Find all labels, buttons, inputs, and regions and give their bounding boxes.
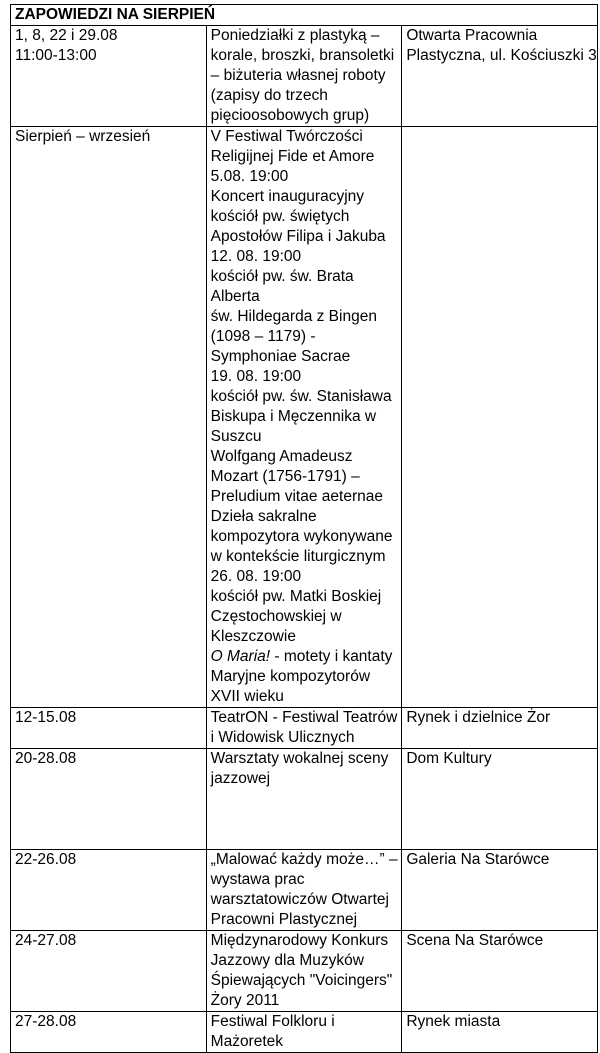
table-header-row [11,5,598,26]
concert-date: 19. 08. 19:00 [210,368,302,385]
event-location: Galeria Na Starówce [402,850,598,931]
concert-note: Dzieła sakralne kompozytora wykonywane w kontekście liturgicznym [210,508,393,565]
event-date: Sierpień – wrzesień [11,127,207,708]
event-description [206,127,402,708]
program-title-rest: - motety i kantaty Maryjne kompozytorów XVII wieku [210,648,393,705]
event-description: „Malować każdy może…” – wystawa prac warsztatowiczów Otwartej Pracowni Plastycznej [206,850,402,931]
events-table [10,4,598,1053]
event-date: 27-28.08 [11,1012,207,1053]
event-location: Otwarta Pracownia Plastyczna, ul. Kościuszki 3 [402,26,598,127]
event-date: 24-27.08 [11,931,207,1012]
concert-date: 5.08. 19:00 [210,168,289,185]
concert-program: Wolfgang Amadeusz Mozart (1756-1791) – Preludium vitae aeternae [210,448,383,505]
event-description: Festiwal Folkloru i Mażoretek [206,1012,402,1053]
event-date [11,26,207,127]
table-row [11,931,598,1012]
concert-title: Koncert inauguracyjny [210,188,365,205]
festival-title: V Festiwal Twórczości Religijnej Fide et Amore [210,128,375,165]
event-description: TeatrON - Festiwal Teatrów i Widowisk Ulicznych [206,708,402,749]
concert-date: 26. 08. 19:00 [210,568,302,585]
concert-program [211,647,402,707]
table-row [11,127,598,708]
table-title: ZAPOWIEDZI NA SIERPIEŃ [11,5,598,26]
event-description: Poniedziałki z plastyką – korale, broszki, bransoletki – biżuteria własnej roboty (zapisy do trzech pięcioosobowych grup) [206,26,402,127]
event-location: Rynek miasta [402,1012,598,1053]
program-title-italic: O Maria! [210,648,271,665]
event-description: Warsztaty wokalnej sceny jazzowej [206,749,402,850]
event-date: 22-26.08 [11,850,207,931]
event-description: Międzynarodowy Konkurs Jazzowy dla Muzyków Śpiewających "Voicingers" Żory 2011 [206,931,402,1012]
event-date: 20-28.08 [11,749,207,850]
concert-venue: kościół pw. św. Stanisława Biskupa i Męczennika w Suszcu [210,388,392,445]
table-row [11,1012,598,1053]
event-location: Rynek i dzielnice Żor [402,708,598,749]
event-location [402,127,598,708]
concert-program: św. Hildegarda z Bingen (1098 – 1179) - Symphoniae Sacrae [210,308,377,365]
concert-date: 12. 08. 19:00 [210,248,302,265]
table-row [11,708,598,749]
event-date-text: 1, 8, 22 i 29.08 11:00-13:00 [15,27,118,64]
table-row [11,850,598,931]
event-date: 12-15.08 [11,708,207,749]
event-location: Scena Na Starówce [402,931,598,1012]
concert-venue: kościół pw. św. Brata Alberta [210,268,354,305]
table-row [11,749,598,850]
table-row [11,26,598,127]
event-location: Dom Kultury [402,749,598,850]
concert-venue: kościół pw. świętych Apostołów Filipa i Jakuba [210,208,386,245]
concert-venue: kościół pw. Matki Boskiej Częstochowskiej w Kleszczowie [210,588,382,645]
